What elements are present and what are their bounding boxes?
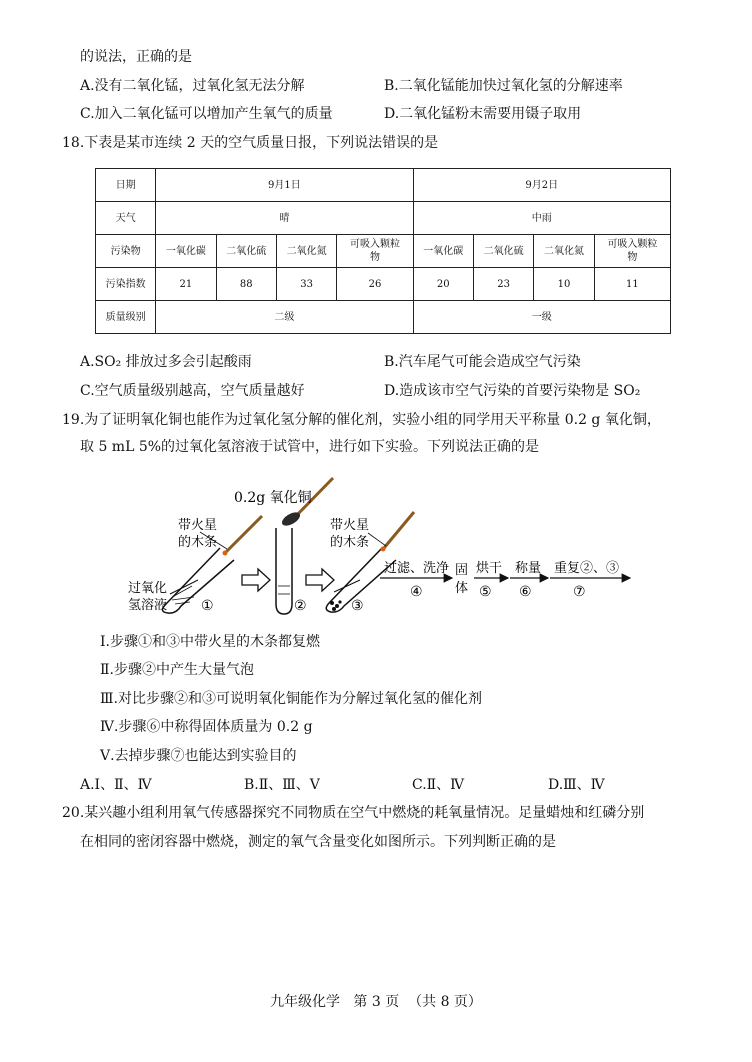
q19-statement-4: Ⅳ.步骤⑥中称得固体质量为 0.2 g [100, 719, 313, 735]
table-cell: 二氧化氮 [276, 235, 336, 268]
q17-option-b: B.二氧化锰能加快过氧化氢的分解速率 [384, 78, 623, 94]
label-splint-2a: 带火星 [330, 518, 370, 533]
hollow-arrow-2 [306, 569, 334, 591]
label-solid-b: 体 [455, 581, 469, 596]
table-cell: 23 [473, 268, 533, 301]
label-weigh: 称量 [515, 561, 542, 576]
table-cell: 9月2日 [413, 169, 670, 202]
label-splint-1a: 带火星 [178, 518, 218, 533]
table-cell: 一级 [413, 301, 670, 334]
table-cell: 11 [594, 268, 670, 301]
table-cell: 26 [337, 268, 413, 301]
q19-option-a: A.Ⅰ、Ⅱ、Ⅳ [80, 777, 152, 793]
label-filter: 过滤、洗净 [384, 561, 450, 576]
table-cell: 一氧化碳 [156, 235, 216, 268]
q20-line2: 在相同的密闭容器中燃烧，测定的氧气含量变化如图所示。下列判断正确的是 [80, 834, 556, 850]
label-step-2: ② [294, 598, 307, 614]
q19-option-c: C.Ⅱ、Ⅳ [412, 777, 465, 793]
table-cell: 可吸入颗粒物 [594, 235, 670, 268]
q18-option-c: C.空气质量级别越高，空气质量越好 [80, 383, 305, 399]
table-cell: 天气 [96, 202, 156, 235]
label-dry: 烘干 [476, 561, 503, 576]
glowing-splint-1 [223, 516, 263, 556]
label-cuo: 0.2g 氧化铜 [234, 490, 312, 506]
label-step-3: ③ [351, 598, 364, 614]
test-tube-2 [276, 528, 292, 614]
table-cell: 可吸入颗粒物 [337, 235, 413, 268]
table-cell: 33 [276, 268, 336, 301]
q18-option-b: B.汽车尾气可能会造成空气污染 [384, 354, 581, 370]
q19-statement-1: Ⅰ.步骤①和③中带火星的木条都复燃 [100, 634, 320, 650]
table-cell: 9月1日 [156, 169, 413, 202]
label-step-7: ⑦ [573, 584, 586, 600]
table-cell: 二氧化硫 [216, 235, 276, 268]
q17-stem-tail: 的说法，正确的是 [80, 49, 192, 65]
hollow-arrow-1 [242, 569, 270, 591]
q19-statement-2: Ⅱ.步骤②中产生大量气泡 [100, 662, 254, 678]
label-solid-a: 固 [455, 563, 469, 578]
table-cell: 中雨 [413, 202, 670, 235]
q19-statement-3: Ⅲ.对比步骤②和③可说明氧化铜能作为分解过氧化氢的催化剂 [100, 691, 482, 707]
label-step-6: ⑥ [519, 584, 532, 600]
q17-option-a: A.没有二氧化锰，过氧化氢无法分解 [80, 78, 305, 94]
q19-option-d: D.Ⅲ、Ⅳ [548, 777, 605, 793]
q17-option-d: D.二氧化锰粉末需要用镊子取用 [384, 106, 582, 122]
label-repeat: 重复②、③ [554, 561, 620, 576]
table-cell: 21 [156, 268, 216, 301]
label-h2o2-a: 过氧化 [128, 581, 168, 596]
label-step-4: ④ [410, 584, 423, 600]
q19-stem-line1: 19.为了证明氧化铜也能作为过氧化氢分解的催化剂，实验小组的同学用天平称量 0.2 g 氧化铜， [62, 412, 661, 428]
label-splint-1b: 的木条 [178, 535, 218, 550]
q19-stem-line2: 取 5 mL 5%的过氧化氢溶液于试管中，进行如下实验。下列说法正确的是 [80, 439, 540, 455]
table-cell: 质量级别 [96, 301, 156, 334]
label-splint-2b: 的木条 [330, 535, 370, 550]
table-cell: 二氧化硫 [473, 235, 533, 268]
table-cell: 一氧化碳 [413, 235, 473, 268]
label-step-1: ① [201, 598, 214, 614]
table-cell: 晴 [156, 202, 413, 235]
page-footer: 九年级化学 第 3 页 （共 8 页） [270, 994, 482, 1010]
table-cell: 污染指数 [96, 268, 156, 301]
q19-statement-5: Ⅴ.去掉步骤⑦也能达到实验目的 [100, 748, 297, 764]
table-cell: 二级 [156, 301, 413, 334]
q19-option-b: B.Ⅱ、Ⅲ、Ⅴ [244, 777, 320, 793]
test-tube-1 [162, 548, 234, 613]
q18-option-d: D.造成该市空气污染的首要污染物是 SO₂ [384, 383, 641, 399]
q20-line1: 20.某兴趣小组利用氧气传感器探究不同物质在空气中燃烧的耗氧量情况。足量蜡烛和红磷分别 [62, 805, 645, 821]
table-cell: 二氧化氮 [534, 235, 594, 268]
label-step-5: ⑤ [479, 584, 492, 600]
table-cell: 10 [534, 268, 594, 301]
q18-option-a: A.SO₂ 排放过多会引起酸雨 [80, 354, 252, 370]
table-cell: 20 [413, 268, 473, 301]
table-cell: 88 [216, 268, 276, 301]
table-cell: 污染物 [96, 235, 156, 268]
label-h2o2-b: 氢溶液 [128, 598, 168, 613]
q17-option-c: C.加入二氧化锰可以增加产生氧气的质量 [80, 106, 333, 122]
table-cell: 日期 [96, 169, 156, 202]
q18-stem: 18.下表是某市连续 2 天的空气质量日报，下列说法错误的是 [62, 135, 439, 151]
